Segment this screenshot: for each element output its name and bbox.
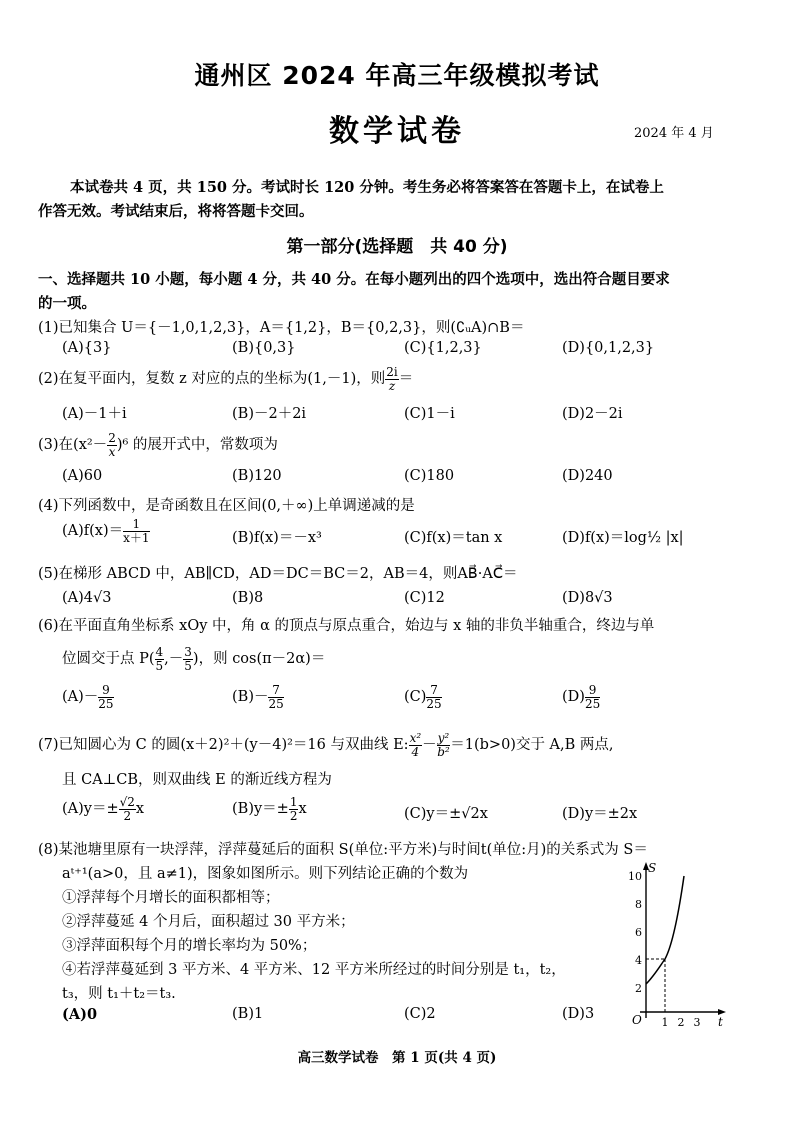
q2-option-a: (A)－1＋i [62, 406, 127, 422]
y-axis-label: S [648, 861, 657, 875]
q6-b-num: 7 [268, 684, 283, 698]
q6-p-x-frac [155, 646, 165, 672]
instructions-line2: 作答无效。考试结束后，将将答题卡交回。 [38, 203, 314, 220]
q6-p1-den: 5 [155, 658, 164, 673]
x-tick-3: 3 [693, 1016, 701, 1028]
q5-stem: (5)在梯形 ABCD 中，AB∥CD，AD＝DC＝BC＝2，AB＝4，则AB⃗·AC⃗＝ [38, 566, 518, 582]
q5-option-c: (C)12 [404, 590, 445, 606]
q7-stem-line1 [38, 732, 614, 758]
origin-label: O [632, 1013, 642, 1027]
q3-frac-den: x [108, 444, 116, 459]
q6-option-c [404, 684, 442, 710]
exam-subtitle: 数学试卷 [329, 114, 465, 149]
q7-a-den: 2 [123, 808, 132, 823]
q7-b-den: 2 [289, 808, 298, 823]
q6-a-den: 25 [98, 696, 114, 711]
q2-frac-den: z [388, 378, 396, 393]
q6-stem2-a: 位圆交于点 P( [62, 651, 155, 668]
part1-intro-line2: 的一项。 [38, 295, 96, 312]
q2-stem [38, 366, 413, 392]
q7-option-a-text: (A)y＝± [62, 801, 119, 818]
q1-option-b: (B){0,3} [232, 340, 296, 356]
x-tick-1: 1 [661, 1016, 669, 1028]
q4-option-b: (B)f(x)＝－x³ [232, 530, 322, 546]
q7-option-b-end: x [298, 801, 307, 818]
x-tick-2: 2 [677, 1016, 685, 1028]
q4-a-num: 1 [123, 518, 149, 532]
q7-e2-den: b² [437, 744, 450, 759]
q8-stem-line1: (8)某池塘里原有一块浮萍，浮萍蔓延后的面积 S(单位:平方米)与时间t(单位:月)的关系式为 S＝ [38, 842, 648, 858]
q8-graph [618, 858, 728, 1028]
q1-stem: (1)已知集合 U＝{－1,0,1,2,3}，A＝{1,2}，B＝{0,2,3}，则(∁ᵤA)∩B＝ [38, 320, 525, 336]
q6-d-den: 25 [584, 696, 601, 711]
q7-stem1-a: (7)已知圆心为 C 的圆(x＋2)²＋(y－4)²＝16 与双曲线 E: [38, 737, 409, 754]
q7-stem1-c: ＝1(b>0)交于 A,B 两点, [450, 737, 614, 754]
q4-option-d: (D)f(x)＝log½ |x| [562, 530, 684, 546]
q2-option-b: (B)－2＋2i [232, 406, 307, 422]
q7-option-d: (D)y＝±2x [562, 806, 638, 822]
q8-option-c: (C)2 [404, 1006, 436, 1022]
q8-stem-line2: aᵗ⁺¹(a>0，且 a≠1)，图象如图所示。则下列结论正确的个数为 [62, 866, 469, 882]
exam-title: 通州区 2024 年高三年级模拟考试 [194, 61, 600, 90]
q7-e1-frac [409, 732, 423, 758]
q7-e1-den: 4 [411, 744, 420, 759]
q1-option-a: (A){3} [62, 340, 112, 356]
q1-option-c: (C){1,2,3} [404, 340, 482, 356]
x-axis-label: t [718, 1015, 723, 1028]
q6-d-num: 9 [585, 684, 600, 698]
q6-c-frac [426, 684, 441, 710]
y-tick-6: 6 [635, 926, 642, 939]
q7-b-num: 1 [289, 795, 298, 809]
q7-a-frac [119, 796, 136, 822]
q6-a-num: 9 [98, 684, 113, 698]
q6-d-frac [585, 684, 600, 710]
q4-option-a [62, 518, 150, 544]
q7-stem-line2: 且 CA⊥CB，则双曲线 E 的渐近线方程为 [62, 772, 332, 788]
q5-option-b: (B)8 [232, 590, 264, 606]
q3-stem-a: (3)在(x²－ [38, 437, 108, 454]
q6-stem-line2 [62, 646, 325, 672]
instructions-line1: 本试卷共 4 页，共 150 分。考试时长 120 分钟。考生务必将答案答在答题卡上，在试卷上 [70, 179, 664, 196]
q8-statement-4-cont: t₃，则 t₁＋t₂＝t₃. [62, 986, 176, 1002]
q8-statement-1: ①浮萍每个月增长的面积都相等； [62, 890, 280, 906]
q3-option-d: (D)240 [562, 468, 613, 484]
q8-option-d: (D)3 [562, 1006, 595, 1022]
q3-option-c: (C)180 [404, 468, 455, 484]
q6-a-frac [98, 684, 113, 710]
y-tick-2: 2 [635, 982, 642, 995]
part1-intro-line1: 一、选择题共 10 小题，每小题 4 分，共 40 分。在每小题列出的四个选项中，选出符合题目要求 [38, 271, 670, 288]
q4-option-c: (C)f(x)＝tan x [404, 530, 503, 546]
q3-option-b: (B)120 [232, 468, 282, 484]
q8-option-b: (B)1 [232, 1006, 264, 1022]
y-tick-4: 4 [635, 954, 642, 967]
q7-e2-frac [437, 732, 451, 758]
exponential-curve [646, 876, 684, 984]
q7-option-a-end: x [135, 801, 145, 818]
q4-stem: (4)下列函数中，是奇函数且在区间(0,＋∞)上单调递减的是 [38, 498, 415, 514]
q6-option-c-text: (C) [404, 689, 427, 706]
q7-e2-num: y² [437, 731, 450, 745]
q7-option-b-text: (B)y＝± [232, 801, 289, 818]
q2-option-c: (C)1－i [404, 406, 455, 422]
q6-p2-num: 3 [184, 645, 192, 659]
q2-stem-end: ＝ [398, 371, 414, 388]
q8-option-a: (A)0 [62, 1006, 98, 1023]
q8-statement-3: ③浮萍面积每个月的增长率均为 50%； [62, 938, 317, 954]
q6-option-d-text: (D) [562, 689, 585, 706]
q4-option-a-text: (A)f(x)＝ [62, 523, 124, 540]
q6-b-frac [268, 684, 283, 710]
q6-option-b-text: (B)－ [232, 689, 269, 706]
q7-a-num: √2 [119, 795, 135, 809]
q6-option-a [62, 684, 114, 710]
q5-option-d: (D)8√3 [562, 590, 613, 606]
q8-statement-2: ②浮萍蔓延 4 个月后，面积超过 30 平方米； [62, 914, 355, 930]
q6-option-d [562, 684, 600, 710]
q6-stem2-c: )，则 cos(π－2α)＝ [192, 651, 326, 668]
q6-option-a-text: (A)－ [62, 689, 99, 706]
q6-p-y-frac [183, 646, 193, 672]
q3-stem [38, 432, 278, 458]
q4-option-a-frac [123, 518, 149, 544]
q7-option-a [62, 796, 144, 822]
q2-stem-text: (2)在复平面内，复数 z 对应的点的坐标为(1,－1)，则 [38, 371, 386, 388]
y-tick-10: 10 [628, 870, 642, 883]
y-tick-8: 8 [635, 898, 642, 911]
q6-option-b [232, 684, 284, 710]
q2-fraction [385, 366, 398, 392]
q2-option-d: (D)2－2i [562, 406, 623, 422]
q3-fraction [107, 432, 117, 458]
q6-stem2-b: ,－ [164, 651, 184, 668]
q7-option-b [232, 796, 307, 822]
q6-c-num: 7 [426, 684, 441, 698]
q3-stem-b: )⁶ 的展开式中，常数项为 [116, 437, 278, 454]
q4-a-den: x＋1 [123, 530, 150, 545]
q8-statement-4: ④若浮萍蔓延到 3 平方米、4 平方米、12 平方米所经过的时间分别是 t₁，t₂， [62, 962, 566, 978]
q2-frac-num: 2i [386, 365, 398, 379]
page-footer: 高三数学试卷 第 1 页(共 4 页) [297, 1050, 497, 1066]
q6-c-den: 25 [426, 696, 442, 711]
q7-e1-num: x² [409, 731, 422, 745]
q6-p1-num: 4 [155, 645, 164, 659]
q7-b-frac [289, 796, 299, 822]
q5-option-a: (A)4√3 [62, 590, 112, 606]
q6-stem-line1: (6)在平面直角坐标系 xOy 中，角 α 的顶点与原点重合，始边与 x 轴的非负半轴重合，终边与单 [38, 618, 655, 634]
q3-frac-num: 2 [108, 431, 116, 445]
q7-option-c: (C)y＝±√2x [404, 806, 488, 822]
q1-option-d: (D){0,1,2,3} [562, 340, 655, 356]
part1-title: 第一部分(选择题 共 40 分) [286, 237, 508, 257]
exam-date: 2024 年 4 月 [634, 126, 714, 141]
q6-p2-den: 5 [184, 658, 192, 673]
q3-option-a: (A)60 [62, 468, 103, 484]
q6-b-den: 25 [268, 696, 284, 711]
q7-stem1-b: － [422, 737, 437, 754]
